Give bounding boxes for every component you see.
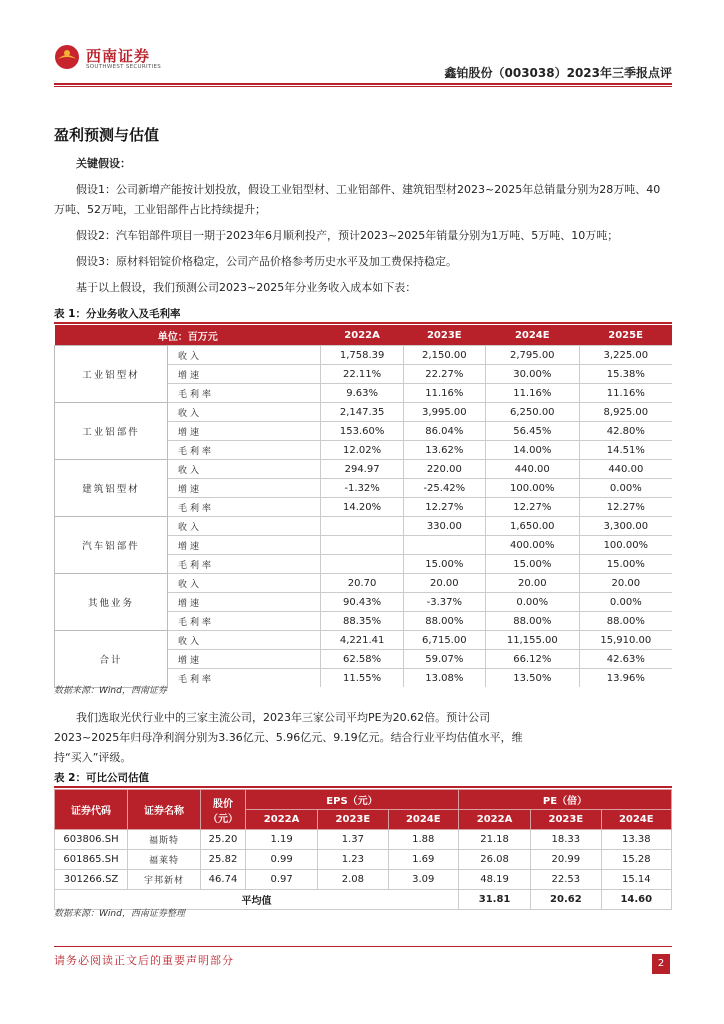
- table-cell: 100.00%: [579, 536, 672, 555]
- table-cell: [321, 536, 403, 555]
- table-cell: 88.35%: [321, 612, 403, 631]
- table2-source: 数据来源：Wind，西南证券整理: [54, 909, 185, 919]
- table-cell: 12.27%: [579, 498, 672, 517]
- metric-label: 收入: [168, 460, 321, 479]
- table-cell: 13.62%: [403, 441, 485, 460]
- assumption-1: 假设1：公司新增产能按计划投放，假设工业铝型材、工业铝部件、建筑铝型材2023~2025年总销量分别为28万吨、40万吨、52万吨，工业铝部件占比持续提升；: [54, 183, 661, 216]
- table-cell: 9.63%: [321, 384, 403, 403]
- price-header: 股价（元）: [201, 790, 246, 830]
- page-number: 2: [652, 954, 670, 974]
- eps-cell: 0.99: [246, 850, 318, 870]
- col-header: 2025E: [579, 325, 672, 346]
- table-cell: 15.00%: [403, 555, 485, 574]
- metric-label: 毛利率: [168, 441, 321, 460]
- table-cell: 1,758.39: [321, 346, 403, 365]
- metric-label: 毛利率: [168, 669, 321, 688]
- table-cell: 42.63%: [579, 650, 672, 669]
- table-cell: 11.55%: [321, 669, 403, 688]
- col-header: 2022A: [321, 325, 403, 346]
- header-divider-thin: [54, 86, 672, 87]
- stock-code: 301266.SZ: [55, 870, 128, 890]
- table-cell: 2,795.00: [485, 346, 579, 365]
- pe-cell: 26.08: [458, 850, 530, 870]
- metric-label: 收入: [168, 403, 321, 422]
- table-cell: -25.42%: [403, 479, 485, 498]
- table-cell: 400.00%: [485, 536, 579, 555]
- metric-label: 增速: [168, 365, 321, 384]
- table-cell: 13.50%: [485, 669, 579, 688]
- table-cell: 440.00: [485, 460, 579, 479]
- table-cell: 14.00%: [485, 441, 579, 460]
- eps-year: 2023E: [318, 810, 388, 830]
- table-cell: 0.00%: [579, 479, 672, 498]
- table-cell: 4,221.41: [321, 631, 403, 650]
- stock-price: 25.20: [201, 830, 246, 850]
- metric-label: 收入: [168, 631, 321, 650]
- table-row: [55, 403, 673, 422]
- metric-label: 毛利率: [168, 555, 321, 574]
- logo-subtext: SOUTHWEST SECURITIES: [86, 64, 162, 70]
- table-cell: 88.00%: [403, 612, 485, 631]
- pe-header: PE（倍）: [458, 790, 671, 810]
- average-pe-cell: 20.62: [531, 890, 601, 910]
- segment-name: 其他业务: [55, 574, 168, 631]
- table-cell: -3.37%: [403, 593, 485, 612]
- table-cell: 8,925.00: [579, 403, 672, 422]
- table-cell: 12.02%: [321, 441, 403, 460]
- table-cell: 2,147.35: [321, 403, 403, 422]
- table-cell: 0.00%: [485, 593, 579, 612]
- pe-cell: 21.18: [458, 830, 530, 850]
- table-cell: 22.27%: [403, 365, 485, 384]
- segment-name: 汽车铝部件: [55, 517, 168, 574]
- table-cell: 11.16%: [403, 384, 485, 403]
- table1-caption-rule: [54, 322, 672, 324]
- table-cell: 42.80%: [579, 422, 672, 441]
- metric-label: 增速: [168, 422, 321, 441]
- table-cell: 88.00%: [485, 612, 579, 631]
- pe-cell: 20.99: [531, 850, 601, 870]
- table-cell: 15,910.00: [579, 631, 672, 650]
- table-cell: 11.16%: [485, 384, 579, 403]
- average-pe-cell: 31.81: [458, 890, 530, 910]
- table-cell: 3,225.00: [579, 346, 672, 365]
- table-cell: 14.51%: [579, 441, 672, 460]
- average-pe-cell: 14.60: [601, 890, 671, 910]
- metric-label: 收入: [168, 517, 321, 536]
- col-header: 2023E: [403, 325, 485, 346]
- metric-label: 毛利率: [168, 612, 321, 631]
- table-cell: [321, 555, 403, 574]
- table-row: [55, 460, 673, 479]
- pe-cell: 13.38: [601, 830, 671, 850]
- pe-cell: 15.28: [601, 850, 671, 870]
- table-row: [55, 346, 673, 365]
- table1-caption: 表 1：分业务收入及毛利率: [54, 308, 181, 320]
- table-cell: 330.00: [403, 517, 485, 536]
- table-cell: 220.00: [403, 460, 485, 479]
- eps-cell: 2.08: [318, 870, 388, 890]
- pe-cell: 48.19: [458, 870, 530, 890]
- eps-cell: 1.19: [246, 830, 318, 850]
- table-cell: 1,650.00: [485, 517, 579, 536]
- stock-price: 25.82: [201, 850, 246, 870]
- table-cell: 66.12%: [485, 650, 579, 669]
- table-cell: 14.20%: [321, 498, 403, 517]
- table-cell: 15.00%: [579, 555, 672, 574]
- table-cell: 22.11%: [321, 365, 403, 384]
- table-cell: [403, 536, 485, 555]
- table-cell: 88.00%: [579, 612, 672, 631]
- metric-label: 增速: [168, 593, 321, 612]
- table-cell: 6,250.00: [485, 403, 579, 422]
- footer-disclaimer: 请务必阅读正文后的重要声明部分: [54, 954, 234, 967]
- pe-cell: 22.53: [531, 870, 601, 890]
- stock-name: 宇邦新材: [128, 870, 201, 890]
- eps-cell: 1.23: [318, 850, 388, 870]
- key-assumptions-label: 关键假设：: [76, 157, 131, 170]
- metric-label: 收入: [168, 346, 321, 365]
- metric-label: 毛利率: [168, 384, 321, 403]
- code-header: 证券代码: [55, 790, 128, 830]
- metric-label: 毛利率: [168, 498, 321, 517]
- table-row: [55, 574, 673, 593]
- table-cell: 3,995.00: [403, 403, 485, 422]
- table-cell: 62.58%: [321, 650, 403, 669]
- footer-divider: [54, 946, 672, 947]
- eps-year: 2022A: [246, 810, 318, 830]
- company-logo-icon: [54, 44, 80, 70]
- eps-cell: 1.88: [388, 830, 458, 850]
- table-row: [55, 850, 672, 870]
- table2-caption-rule: [54, 786, 672, 788]
- table-cell: 6,715.00: [403, 631, 485, 650]
- eps-header: EPS（元）: [246, 790, 459, 810]
- eps-cell: 0.97: [246, 870, 318, 890]
- metric-label: 增速: [168, 479, 321, 498]
- table-row: [55, 517, 673, 536]
- segment-name: 建筑铝型材: [55, 460, 168, 517]
- table-cell: 12.27%: [403, 498, 485, 517]
- revenue-margin-table: [54, 325, 672, 688]
- table-cell: 90.43%: [321, 593, 403, 612]
- stock-name: 福莱特: [128, 850, 201, 870]
- segment-name: 工业铝型材: [55, 346, 168, 403]
- table-row: [55, 870, 672, 890]
- table-row: [55, 631, 673, 650]
- logo-text: 西南证券: [86, 47, 151, 65]
- valuation-paragraph: 我们选取光伏行业中的三家主流公司，2023年三家公司平均PE为20.62倍。预计公司2023~2025年归母净利润分别为3.36亿元、5.96亿元、9.19亿元。结合行业平均估值水平，维持“买入”评级。: [54, 711, 523, 764]
- assumption-3: 假设3：原材料铝锭价格稳定，公司产品价格参考历史水平及加工费保持稳定。: [76, 255, 457, 268]
- segment-name: 工业铝部件: [55, 403, 168, 460]
- table-cell: 3,300.00: [579, 517, 672, 536]
- eps-cell: 3.09: [388, 870, 458, 890]
- stock-code: 601865.SH: [55, 850, 128, 870]
- pe-cell: 15.14: [601, 870, 671, 890]
- table-row: [55, 830, 672, 850]
- table-cell: 12.27%: [485, 498, 579, 517]
- metric-label: 收入: [168, 574, 321, 593]
- table-cell: 20.00: [403, 574, 485, 593]
- assumption-2: 假设2：汽车铝部件项目一期于2023年6月顺利投产，预计2023~2025年销量分别为1万吨、5万吨、10万吨；: [76, 229, 619, 242]
- table-cell: 0.00%: [579, 593, 672, 612]
- eps-cell: 1.69: [388, 850, 458, 870]
- table-cell: 15.00%: [485, 555, 579, 574]
- table-cell: 20.00: [579, 574, 672, 593]
- eps-cell: 1.37: [318, 830, 388, 850]
- header-divider: [54, 83, 672, 85]
- table1-source: 数据来源：Wind，西南证券: [54, 686, 167, 696]
- table-cell: 13.08%: [403, 669, 485, 688]
- table-cell: 294.97: [321, 460, 403, 479]
- table-cell: 2,150.00: [403, 346, 485, 365]
- table-cell: [321, 517, 403, 536]
- table-cell: 59.07%: [403, 650, 485, 669]
- segment-name: 合计: [55, 631, 168, 688]
- table-cell: 100.00%: [485, 479, 579, 498]
- table-cell: 86.04%: [403, 422, 485, 441]
- table-cell: 20.70: [321, 574, 403, 593]
- col-header: 2024E: [485, 325, 579, 346]
- metric-label: 增速: [168, 536, 321, 555]
- pe-year: 2023E: [531, 810, 601, 830]
- metric-label: 增速: [168, 650, 321, 669]
- table-cell: 440.00: [579, 460, 672, 479]
- pe-cell: 18.33: [531, 830, 601, 850]
- name-header: 证券名称: [128, 790, 201, 830]
- table-cell: -1.32%: [321, 479, 403, 498]
- table-cell: 153.60%: [321, 422, 403, 441]
- table-cell: 30.00%: [485, 365, 579, 384]
- table-intro: 基于以上假设，我们预测公司2023~2025年分业务收入成本如下表：: [76, 281, 417, 294]
- section-title: 盈利预测与估值: [54, 126, 160, 144]
- table-cell: 11.16%: [579, 384, 672, 403]
- table-cell: 15.38%: [579, 365, 672, 384]
- report-title: 鑫铂股份（003038）2023年三季报点评: [444, 66, 672, 80]
- table2-caption: 表 2：可比公司估值: [54, 772, 149, 784]
- unit-header: 单位：百万元: [55, 325, 321, 346]
- table-cell: 11,155.00: [485, 631, 579, 650]
- pe-year: 2024E: [601, 810, 671, 830]
- table-cell: 13.96%: [579, 669, 672, 688]
- table-cell: 20.00: [485, 574, 579, 593]
- eps-year: 2024E: [388, 810, 458, 830]
- pe-year: 2022A: [458, 810, 530, 830]
- stock-price: 46.74: [201, 870, 246, 890]
- peer-valuation-table: [54, 789, 672, 910]
- average-label: 平均值: [55, 890, 459, 910]
- table-cell: 56.45%: [485, 422, 579, 441]
- stock-name: 福斯特: [128, 830, 201, 850]
- stock-code: 603806.SH: [55, 830, 128, 850]
